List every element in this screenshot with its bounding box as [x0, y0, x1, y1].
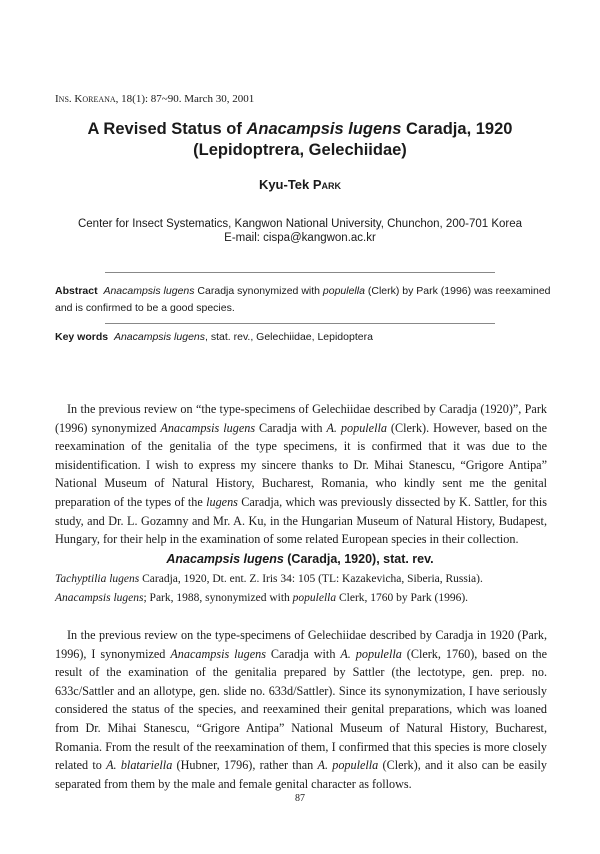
p2-e: (Clerk, 1760), based on the result of the examination of the genitalia prepared by Sattler (the lectotype, gen. prep. no. 633c/Sattler and an allotype, gen. slide no. 633d/Sattler). Since its synonymization, I have seriously considered the status of the species, and reexamined their genital preparations, which was loaned from Dr. Mihai Stanescu, “Grigore Antipa” National Museum of Natural History, Bucharest, Romania. From the result of the reexamination of them, I confirmed that this species is more closely related to	[55, 646, 547, 773]
section-heading	[0, 552, 600, 566]
paper-title-line2: (Lepidoptrera, Gelechiidae)	[193, 141, 407, 159]
keywords-label: Key words	[55, 331, 109, 343]
abstract-text: Caradja synonymized with	[194, 285, 323, 297]
p1-c: Caradja with	[255, 420, 327, 435]
synonymy-line-1	[55, 573, 555, 585]
paper-title-line1	[40, 119, 560, 140]
author-given: Kyu-Tek	[258, 177, 313, 192]
discussion-paragraph	[55, 626, 547, 793]
p2-a: In the previous review on the type-specimens of Gelechiidae described by Caradja in 1920 (Park, 1996), I synonymized	[55, 628, 547, 661]
p2-f: A. blatariella	[106, 758, 173, 773]
journal-abbrev: Ins. Koreana	[55, 93, 116, 105]
syn2-mid: ; Park, 1988, synonymized with	[143, 592, 293, 604]
abstract-species: Anacampsis lugens	[103, 285, 195, 297]
p1-f: lugens	[206, 494, 238, 509]
abstract-label: Abstract	[55, 285, 98, 297]
p2-h: A. populella	[317, 758, 379, 773]
p2-b: Anacampsis lugens	[170, 646, 266, 661]
abstract	[55, 283, 555, 317]
syn2-name: Anacampsis lugens	[55, 592, 144, 604]
intro-paragraph	[55, 400, 547, 549]
syn2-rest: Clerk, 1760 by Park (1996).	[336, 592, 469, 604]
abstract-species-2: populella	[322, 285, 365, 297]
p1-a: In the previous review on “the type-specimens of Gelechiidae described by Caradja (1920)”, Park (1996) synonymized	[55, 402, 547, 435]
journal-citation	[55, 93, 254, 105]
synonymy-line-2	[55, 592, 555, 604]
syn2-name2: populella	[292, 592, 337, 604]
section-rest: (Caradja, 1920), stat. rev.	[283, 552, 434, 566]
p2-i: (Clerk), and it also can be easily separated from them by the male and female genital character as follows.	[55, 758, 548, 791]
keyword-species: Anacampsis lugens	[113, 331, 206, 343]
author	[0, 177, 600, 192]
journal-issue: , 18(1): 87~90. March 30, 2001	[115, 93, 255, 105]
divider-top	[105, 272, 495, 273]
syn1-rest: Caradja, 1920, Dt. ent. Z. Iris 34: 105 (TL: Kazakevicha, Siberia, Russia).	[139, 573, 483, 585]
p1-g: Caradja, which was previously dissected by K. Sattler, for this study, and Dr. L. Gozamny and Mr. A. Ku, in the Hungarian Museum of Natural History, Budapest, Hungary, for their help in the examination of some related European species in their collection.	[55, 494, 547, 547]
title-text-end: Caradja, 1920	[401, 120, 513, 138]
title-text: A Revised Status of	[87, 120, 247, 138]
syn1-name: Tachyptilia lugens	[55, 573, 140, 585]
affiliation: Center for Insect Systematics, Kangwon National University, Chunchon, 200-701 Korea	[77, 218, 523, 230]
p1-b: Anacampsis lugens	[160, 420, 256, 435]
p1-d: A. populella	[326, 420, 387, 435]
author-surname: Park	[312, 177, 342, 192]
email: E-mail: cispa@kangwon.ac.kr	[224, 232, 376, 244]
p2-g: (Hubner, 1796), rather than	[172, 758, 318, 773]
abstract-text-end: (Clerk) by Park (1996) was reexamined and is confirmed to be a good species.	[55, 285, 551, 314]
keywords-rest: , stat. rev., Gelechiidae, Lepidoptera	[205, 331, 373, 343]
page-number: 87	[295, 793, 305, 804]
section-species: Anacampsis lugens	[166, 552, 284, 566]
p2-c: Caradja with	[265, 646, 341, 661]
p1-e: (Clerk). However, based on the reexamination of the genitalia of the type specimens, it is confirmed that it was due to the misidentification. I wish to express my sincere thanks to Dr. Mihai Stanescu, “Grigore Antipa” National Museum of Natural History, Bucharest, Romania, who kindly sent me the genital preparation of the types of the	[55, 420, 548, 509]
keywords	[55, 331, 555, 343]
p2-d: A. populella	[340, 646, 402, 661]
divider-bottom	[105, 323, 495, 324]
title-species: Anacampsis lugens	[246, 120, 402, 138]
